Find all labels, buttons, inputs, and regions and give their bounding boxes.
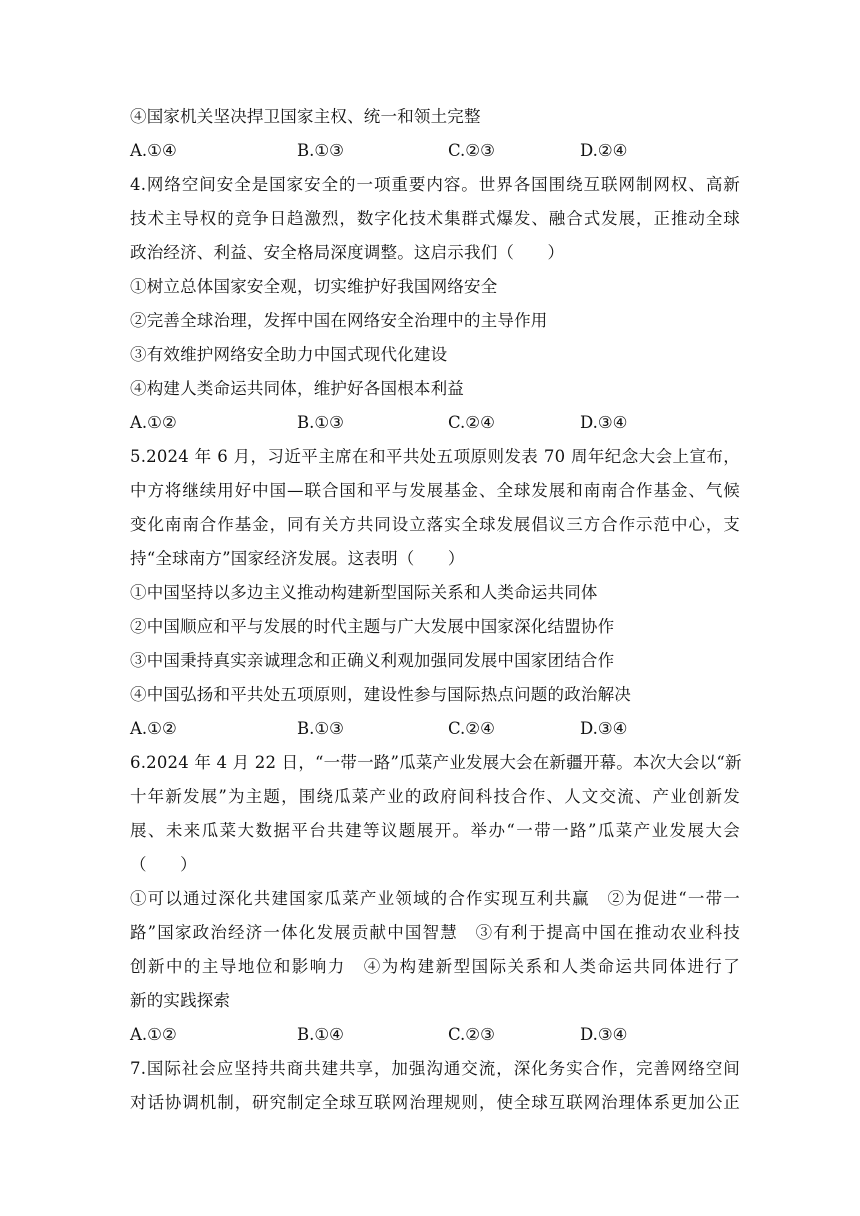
q6-items-line-3: 创新中的主导地位和影响力 ④为构建新型国际关系和人类命运共同体进行了 [130,957,740,976]
q6-items-line-2: 路”国家政治经济一体化发展贡献中国智慧 ③有利于提高中国在推动农业科技 [130,923,740,942]
q3-option-d[interactable]: D.②④ [580,141,628,160]
q4-stem-line-2: 技术主导权的竞争日趋激烈，数字化技术集群式爆发、融合式发展，正推动全球 [130,209,740,228]
q5-option-b[interactable]: B.①③ [297,719,344,738]
q4-stem-line-1: 4.网络空间安全是国家安全的一项重要内容。世界各国围绕互联网制网权、高新 [130,175,740,194]
q5-item-2: ②中国顺应和平与发展的时代主题与广大发展中国家深化结盟协作 [130,617,615,636]
q6-option-b[interactable]: B.①④ [297,1025,344,1044]
q3-option-c[interactable]: C.②③ [448,141,495,160]
q5-stem-line-1: 5.2024 年 6 月，习近平主席在和平共处五项原则发表 70 周年纪念大会上宣布， [130,447,740,466]
q5-stem-line-2: 中方将继续用好中国—联合国和平与发展基金、全球发展和南南合作基金、气候 [130,481,740,500]
q5-stem-line-3: 变化南南合作基金，同有关方共同设立落实全球发展倡议三方合作示范中心，支 [130,515,740,534]
q5-stem-line-4: 持“全球南方”国家经济发展。这表明（ ） [130,549,465,568]
q6-option-c[interactable]: C.②③ [448,1025,495,1044]
q4-option-a[interactable]: A.①② [130,413,177,432]
q4-option-c[interactable]: C.②④ [448,413,495,432]
q6-stem-line-4: （ ） [130,855,197,874]
q7-stem-line-1: 7.国际社会应坚持共商共建共享，加强沟通交流，深化务实合作，完善网络空间 [130,1059,740,1078]
q4-item-2: ②完善全球治理，发挥中国在网络安全治理中的主导作用 [130,311,548,330]
q4-options [130,406,740,440]
exam-page [130,100,740,1120]
q6-stem-line-1: 6.2024 年 4 月 22 日，“一带一路”瓜菜产业发展大会在新疆开幕。本次大会以“新 [130,753,742,772]
q3-item-4: ④国家机关坚决捍卫国家主权、统一和领土完整 [130,107,481,126]
q6-options [130,1018,740,1052]
q5-option-d[interactable]: D.③④ [580,719,628,738]
q4-option-d[interactable]: D.③④ [580,413,628,432]
q5-item-3: ③中国秉持真实亲诚理念和正确义利观加强同发展中国家团结合作 [130,651,615,670]
q5-option-a[interactable]: A.①② [130,719,177,738]
q4-item-3: ③有效维护网络安全助力中国式现代化建设 [130,345,448,364]
q6-items-line-1: ①可以通过深化共建国家瓜菜产业领域的合作实现互利共赢 ②为促进“一带一 [130,889,740,908]
q6-option-a[interactable]: A.①② [130,1025,177,1044]
q3-options [130,134,740,168]
q4-item-1: ①树立总体国家安全观，切实维护好我国网络安全 [130,277,498,296]
q5-item-1: ①中国坚持以多边主义推动构建新型国际关系和人类命运共同体 [130,583,598,602]
q5-options [130,712,740,746]
q7-stem-line-2: 对话协调机制，研究制定全球互联网治理规则，使全球互联网治理体系更加公正 [130,1093,740,1112]
q3-option-b[interactable]: B.①③ [297,141,344,160]
q6-option-d[interactable]: D.③④ [580,1025,628,1044]
q5-option-c[interactable]: C.②④ [448,719,495,738]
q6-stem-line-2: 十年新发展”为主题，围绕瓜菜产业的政府间科技合作、人文交流、产业创新发 [130,787,740,806]
q6-items-line-4: 新的实践探索 [130,991,231,1010]
q6-stem-line-3: 展、未来瓜菜大数据平台共建等议题展开。举办“一带一路”瓜菜产业发展大会 [130,821,740,840]
q3-option-a[interactable]: A.①④ [130,141,177,160]
q4-stem-line-3: 政治经济、利益、安全格局深度调整。这启示我们（ ） [130,243,565,262]
q5-item-4: ④中国弘扬和平共处五项原则，建设性参与国际热点问题的政治解决 [130,685,631,704]
q4-option-b[interactable]: B.①③ [297,413,344,432]
q4-item-4: ④构建人类命运共同体，维护好各国根本利益 [130,379,464,398]
